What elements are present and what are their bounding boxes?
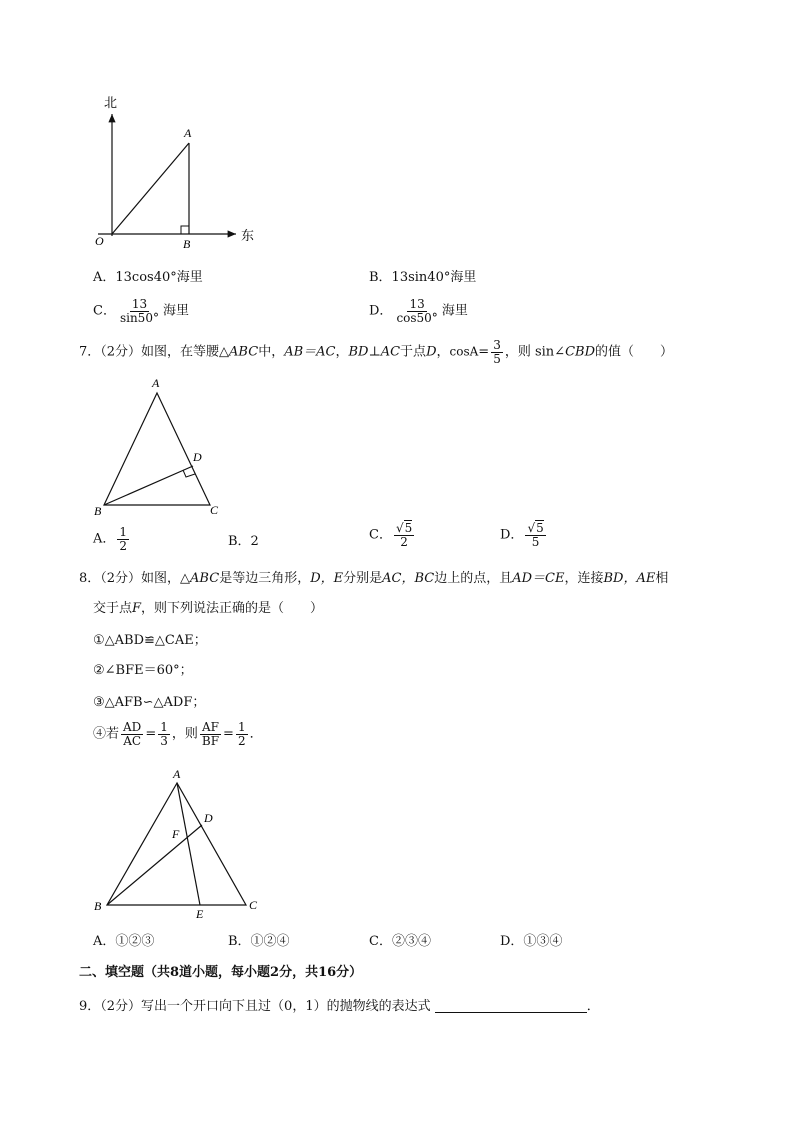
q6-d-den: cos50° (396, 310, 438, 325)
q9-question (79, 1000, 600, 1013)
q6-option-c-prefix: C． (93, 303, 116, 319)
q8-s4-eq1: = (145, 726, 157, 742)
north-label: 北 (104, 95, 118, 110)
q8-label-f: F (172, 827, 180, 841)
q8-statement-2: ②∠BFE＝60°； (93, 663, 193, 678)
q7-cond2: BD⊥AC (348, 344, 401, 360)
point-b-label: B (183, 237, 191, 251)
q7-stem-a: 7．（2分）如图，在等腰△ (79, 344, 230, 360)
q8-statement-3: ③△AFB∽△ADF； (93, 695, 206, 710)
q7-cos-den: 5 (493, 351, 501, 366)
q8-s4-n3: AF (201, 720, 219, 734)
q8-line2-b: ，则下列说法正确的是（ ） (141, 601, 324, 616)
q7-label-d: D (193, 450, 202, 464)
q8-line2-a: 交于点 (93, 601, 133, 616)
q7-cond1: AB＝AC (284, 344, 336, 360)
q7-stem-d: ，则 sin∠ (504, 344, 566, 360)
q7-stem-c: 于点 (400, 344, 427, 360)
q6-c-den: sin50° (119, 310, 159, 325)
q7-option-c-prefix: C． (369, 527, 392, 543)
q7-label-a: A (152, 376, 160, 390)
q8-option-a[interactable]: A．①②③ (93, 934, 155, 949)
q7-c-num: √5 (395, 521, 413, 535)
q8-s4-n4: 1 (237, 720, 246, 734)
point-a-label: A (184, 126, 192, 140)
q7-d-num: √5 (527, 521, 544, 535)
q7-label-c: C (210, 503, 219, 517)
q8-stem-c: 分别是 (343, 571, 383, 586)
q7-d-den: 5 (531, 534, 540, 549)
q7-d: D (426, 344, 437, 360)
q7-abc: ABC (229, 344, 259, 360)
q7-eq: = (478, 344, 490, 360)
q8-s4-d4: 2 (237, 733, 246, 748)
q6-option-d-prefix: D． (369, 303, 393, 319)
q9-answer-blank[interactable] (435, 1000, 587, 1013)
q8-adce: AD＝CE (512, 571, 565, 586)
q8-s4-c: ． (249, 726, 263, 742)
q8-abc: ABC (190, 571, 220, 586)
q8-s4-d1: AC (123, 733, 142, 748)
q7-label-b: B (94, 504, 102, 518)
east-label: 东 (241, 228, 255, 243)
q6-option-c-suffix: 海里 (162, 303, 189, 319)
q7-cbd: CBD (565, 344, 596, 360)
q8-option-c[interactable]: C．②③④ (369, 934, 431, 949)
point-o-label: O (95, 234, 104, 248)
q8-s4-n1: AD (123, 720, 142, 734)
q8-label-e: E (196, 907, 204, 921)
q9-end: ． (586, 999, 600, 1014)
q8-stem-e: ，连接 (564, 571, 604, 586)
section-2-heading: 二、填空题（共8道小题，每小题2分，共16分） (79, 965, 363, 980)
q8-stem-f: 相 (655, 571, 669, 586)
q7-sep: ， (335, 344, 349, 360)
q8-s4-d3: BF (201, 733, 220, 748)
q7-a-den: 2 (119, 538, 128, 553)
q8-label-a: A (173, 767, 181, 781)
q8-acbc: AC，BC (382, 571, 435, 586)
q6-option-d-suffix: 海里 (441, 303, 468, 319)
q7-stem-b: 中， (258, 344, 285, 360)
q7-option-b[interactable]: B．2 (228, 534, 259, 549)
q7-option-d-prefix: D． (500, 527, 524, 543)
q8-stem-a: 8．（2分）如图，△ (79, 571, 191, 586)
q6-c-num: 13 (131, 297, 148, 311)
q8-s4-a: ④若 (93, 726, 120, 742)
q8-segment-ae (177, 783, 200, 905)
q7-stem-e: 的值（ ） (595, 344, 674, 360)
q7-sep2: ， (436, 344, 450, 360)
q7-c-den: 2 (400, 534, 408, 549)
q8-s4-b: ，则 (171, 726, 198, 742)
q7-cos-label: cosA (449, 344, 479, 359)
q8-stem-b: 是等边三角形， (219, 571, 311, 586)
q8-f: F (132, 601, 142, 616)
q8-s4-d2: 3 (160, 733, 168, 748)
q7-a-num: 1 (119, 525, 128, 539)
q8-label-b: B (94, 899, 102, 913)
q7-cos-num: 3 (493, 338, 501, 352)
q7-d-radicand: 5 (536, 521, 544, 535)
q8-label-c: C (249, 898, 258, 912)
q8-s4-eq2: = (223, 726, 234, 742)
q6-d-num: 13 (409, 297, 425, 311)
q6-option-b[interactable]: B．13sin40°海里 (369, 270, 477, 285)
q8-statement-1: ①△ABD≌△CAE； (93, 633, 207, 648)
q8-de: D，E (310, 571, 344, 586)
q8-stem-d: 边上的点，且 (434, 571, 513, 586)
q8-option-d[interactable]: D．①③④ (500, 934, 563, 949)
q8-bdae: BD，AE (603, 571, 656, 586)
q6-option-a[interactable]: A．13cos40°海里 (93, 270, 203, 285)
q9-text: 9．（2分）写出一个开口向下且过（0，1）的抛物线的表达式 (79, 999, 431, 1014)
q8-label-d: D (204, 811, 213, 825)
q7-option-a-prefix: A． (93, 531, 116, 547)
q8-s4-n2: 1 (160, 720, 168, 734)
q8-option-b[interactable]: B．①②④ (228, 934, 290, 949)
q7-c-radicand: 5 (404, 521, 413, 535)
